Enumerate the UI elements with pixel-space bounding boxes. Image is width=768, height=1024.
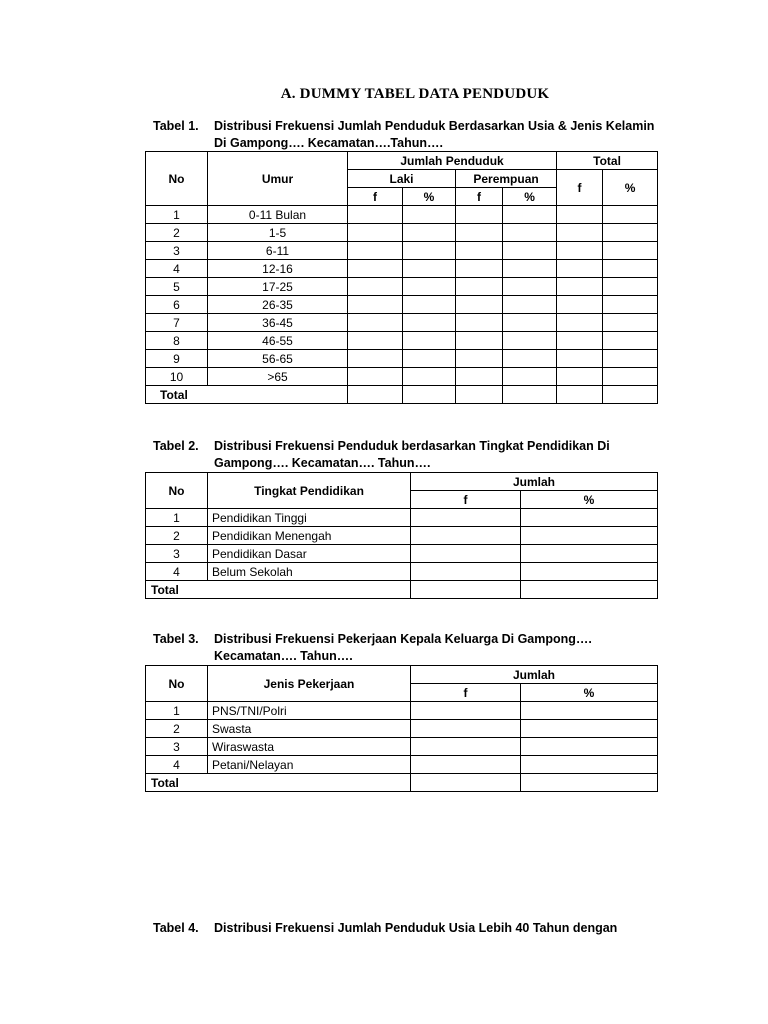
data-cell — [411, 702, 521, 720]
table-2 — [145, 472, 658, 599]
row-number: 5 — [146, 278, 208, 296]
row-label: Petani/Nelayan — [208, 756, 411, 774]
data-cell — [503, 278, 557, 296]
header-total-pct: % — [603, 170, 658, 206]
data-cell — [603, 242, 658, 260]
data-cell — [456, 278, 503, 296]
data-cell — [603, 368, 658, 386]
data-cell — [403, 278, 456, 296]
data-cell — [557, 296, 603, 314]
data-cell — [411, 581, 521, 599]
table-row — [146, 563, 658, 581]
row-number: 4 — [146, 756, 208, 774]
table-row — [146, 720, 658, 738]
row-number: 1 — [146, 702, 208, 720]
data-cell — [403, 368, 456, 386]
row-label: Pendidikan Dasar — [208, 545, 411, 563]
total-label: Total — [146, 774, 411, 792]
data-cell — [456, 350, 503, 368]
table-row — [146, 350, 658, 368]
data-cell — [521, 509, 658, 527]
table-2-caption — [153, 438, 673, 472]
table-1-caption-line-2: Di Gampong…. Kecamatan….Tahun…. — [214, 136, 443, 150]
data-cell — [411, 756, 521, 774]
data-cell — [521, 581, 658, 599]
table-1-caption — [153, 118, 673, 152]
table-row — [146, 545, 658, 563]
table-4-label: Tabel 4. — [153, 921, 199, 935]
data-cell — [521, 702, 658, 720]
header-tingkat-pendidikan: Tingkat Pendidikan — [208, 473, 411, 509]
data-cell — [603, 314, 658, 332]
data-cell — [521, 563, 658, 581]
data-cell — [603, 350, 658, 368]
row-label: Pendidikan Menengah — [208, 527, 411, 545]
header-total: Total — [557, 152, 658, 170]
table-2-caption-line-1: Distribusi Frekuensi Penduduk berdasarkan Tingkat Pendidikan Di — [214, 439, 610, 453]
row-number: 1 — [146, 509, 208, 527]
row-number: 3 — [146, 242, 208, 260]
header-no: No — [146, 666, 208, 702]
data-cell — [603, 278, 658, 296]
data-cell — [403, 386, 456, 404]
data-cell — [503, 242, 557, 260]
total-label: Total — [146, 386, 348, 404]
data-cell — [503, 224, 557, 242]
data-cell — [403, 224, 456, 242]
data-cell — [348, 314, 403, 332]
table-3-label: Tabel 3. — [153, 632, 199, 646]
data-cell — [348, 332, 403, 350]
data-cell — [403, 260, 456, 278]
data-cell — [557, 224, 603, 242]
data-cell — [348, 296, 403, 314]
table-3-caption-line-2: Kecamatan…. Tahun…. — [214, 649, 353, 663]
data-cell — [348, 242, 403, 260]
table-2-body — [146, 509, 658, 581]
data-cell — [403, 296, 456, 314]
data-cell — [503, 314, 557, 332]
data-cell — [503, 296, 557, 314]
header-perempuan: Perempuan — [456, 170, 557, 188]
table-4-caption — [153, 920, 673, 937]
table-row — [146, 332, 658, 350]
row-label: 1-5 — [208, 224, 348, 242]
row-number: 4 — [146, 260, 208, 278]
row-number: 4 — [146, 563, 208, 581]
table-3-caption — [153, 631, 673, 665]
data-cell — [456, 224, 503, 242]
table-row — [146, 527, 658, 545]
data-cell — [503, 386, 557, 404]
data-cell — [557, 278, 603, 296]
data-cell — [521, 756, 658, 774]
data-cell — [348, 368, 403, 386]
row-number: 1 — [146, 206, 208, 224]
table-row — [146, 206, 658, 224]
data-cell — [456, 296, 503, 314]
data-cell — [411, 545, 521, 563]
data-cell — [411, 720, 521, 738]
data-cell — [521, 545, 658, 563]
table-2-label: Tabel 2. — [153, 439, 199, 453]
row-number: 7 — [146, 314, 208, 332]
header-umur: Umur — [208, 152, 348, 206]
data-cell — [503, 350, 557, 368]
data-cell — [603, 206, 658, 224]
row-label: Swasta — [208, 720, 411, 738]
data-cell — [456, 242, 503, 260]
table-1-body — [146, 206, 658, 386]
header-perempuan-f: f — [456, 188, 503, 206]
data-cell — [503, 206, 557, 224]
header-laki-f: f — [348, 188, 403, 206]
table-row — [146, 756, 658, 774]
row-label: PNS/TNI/Polri — [208, 702, 411, 720]
data-cell — [557, 242, 603, 260]
data-cell — [521, 738, 658, 756]
table-row — [146, 278, 658, 296]
row-number: 3 — [146, 738, 208, 756]
data-cell — [456, 314, 503, 332]
data-cell — [411, 563, 521, 581]
data-cell — [557, 260, 603, 278]
data-cell — [348, 386, 403, 404]
row-number: 3 — [146, 545, 208, 563]
data-cell — [503, 332, 557, 350]
header-jumlah: Jumlah — [411, 473, 658, 491]
row-label: Belum Sekolah — [208, 563, 411, 581]
table-2-caption-line-2: Gampong…. Kecamatan…. Tahun…. — [214, 456, 431, 470]
data-cell — [348, 206, 403, 224]
data-cell — [411, 774, 521, 792]
data-cell — [403, 350, 456, 368]
table-row — [146, 260, 658, 278]
data-cell — [403, 314, 456, 332]
data-cell — [403, 332, 456, 350]
data-cell — [503, 260, 557, 278]
table-3-body — [146, 702, 658, 774]
header-jenis-pekerjaan: Jenis Pekerjaan — [208, 666, 411, 702]
table-row — [146, 738, 658, 756]
data-cell — [348, 224, 403, 242]
data-cell — [348, 278, 403, 296]
row-label: 36-45 — [208, 314, 348, 332]
table-1-caption-line-1: Distribusi Frekuensi Jumlah Penduduk Berdasarkan Usia & Jenis Kelamin — [214, 119, 655, 133]
data-cell — [603, 224, 658, 242]
data-cell — [411, 527, 521, 545]
table-row — [146, 702, 658, 720]
header-jumlah: Jumlah — [411, 666, 658, 684]
header-perempuan-pct: % — [503, 188, 557, 206]
table-row — [146, 242, 658, 260]
data-cell — [503, 368, 557, 386]
header-f: f — [411, 684, 521, 702]
row-label: 56-65 — [208, 350, 348, 368]
row-number: 9 — [146, 350, 208, 368]
table-1-label: Tabel 1. — [153, 119, 199, 133]
data-cell — [603, 296, 658, 314]
table-row — [146, 314, 658, 332]
data-cell — [403, 206, 456, 224]
data-cell — [521, 774, 658, 792]
row-label: 17-25 — [208, 278, 348, 296]
row-number: 10 — [146, 368, 208, 386]
header-no: No — [146, 152, 208, 206]
row-label: 46-55 — [208, 332, 348, 350]
total-label: Total — [146, 581, 411, 599]
data-cell — [557, 332, 603, 350]
document-title: A. DUMMY TABEL DATA PENDUDUK — [280, 86, 550, 102]
table-1 — [145, 151, 658, 404]
row-label: 26-35 — [208, 296, 348, 314]
table-4-caption-line-1: Distribusi Frekuensi Jumlah Penduduk Usia Lebih 40 Tahun dengan — [214, 921, 618, 935]
table-row — [146, 509, 658, 527]
data-cell — [456, 386, 503, 404]
table-3-caption-line-1: Distribusi Frekuensi Pekerjaan Kepala Keluarga Di Gampong…. — [214, 632, 592, 646]
data-cell — [456, 260, 503, 278]
data-cell — [411, 738, 521, 756]
row-number: 2 — [146, 224, 208, 242]
header-laki: Laki — [348, 170, 456, 188]
table-3 — [145, 665, 658, 792]
data-cell — [456, 368, 503, 386]
header-no: No — [146, 473, 208, 509]
table-row — [146, 368, 658, 386]
row-label: Wiraswasta — [208, 738, 411, 756]
data-cell — [557, 368, 603, 386]
data-cell — [521, 527, 658, 545]
table-row — [146, 296, 658, 314]
header-laki-pct: % — [403, 188, 456, 206]
data-cell — [557, 350, 603, 368]
data-cell — [557, 386, 603, 404]
row-label: >65 — [208, 368, 348, 386]
data-cell — [348, 350, 403, 368]
row-number: 2 — [146, 527, 208, 545]
data-cell — [521, 720, 658, 738]
data-cell — [456, 332, 503, 350]
data-cell — [411, 509, 521, 527]
header-total-f: f — [557, 170, 603, 206]
row-label: Pendidikan Tinggi — [208, 509, 411, 527]
data-cell — [456, 206, 503, 224]
header-pct: % — [521, 491, 658, 509]
data-cell — [557, 314, 603, 332]
header-pct: % — [521, 684, 658, 702]
header-jumlah-penduduk: Jumlah Penduduk — [348, 152, 557, 170]
row-label: 0-11 Bulan — [208, 206, 348, 224]
row-number: 8 — [146, 332, 208, 350]
data-cell — [603, 260, 658, 278]
row-label: 6-11 — [208, 242, 348, 260]
table-row — [146, 224, 658, 242]
row-label: 12-16 — [208, 260, 348, 278]
data-cell — [557, 206, 603, 224]
data-cell — [403, 242, 456, 260]
data-cell — [603, 332, 658, 350]
row-number: 2 — [146, 720, 208, 738]
data-cell — [348, 260, 403, 278]
header-f: f — [411, 491, 521, 509]
data-cell — [603, 386, 658, 404]
row-number: 6 — [146, 296, 208, 314]
